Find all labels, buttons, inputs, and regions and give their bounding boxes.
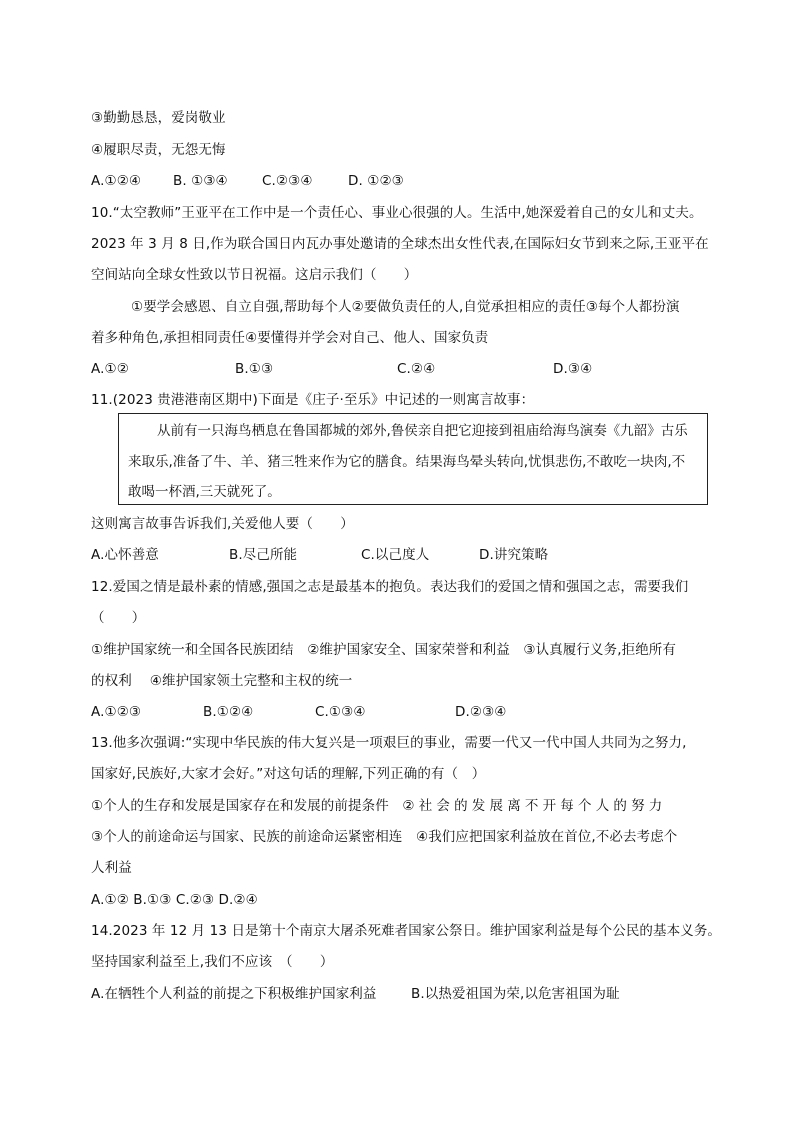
q12-option-b[interactable]: B.①②④: [203, 704, 254, 720]
q13-options[interactable]: A.①② B.①③ C.②③ D.②④: [91, 892, 258, 908]
q11-story-line-1: 从前有一只海鸟栖息在鲁国都城的郊外,鲁侯亲自把它迎接到祖庙给海鸟演奏《九韶》古乐: [157, 423, 688, 439]
q10-options: [91, 359, 592, 379]
q10-items-line-1: ①要学会感恩、自立自强,帮助每个人②要做负责任的人,自觉承担相应的责任③每个人都扮演: [131, 299, 680, 315]
q10-stem-line-2: 2023 年 3 月 8 日,作为联合国日内瓦办事处邀请的全球杰出女性代表,在国际妇女节到来之际,王亚平在: [91, 236, 709, 252]
q13-stem-line-1: 13.他多次强调:“实现中华民族的伟大复兴是一项艰巨的事业，需要一代又一代中国人共同为之努力,: [91, 735, 687, 751]
q11-option-c[interactable]: C.以己度人: [361, 547, 430, 563]
q10-items-line-2: 着多种角色,承担相同责任④要懂得并学会对自己、他人、国家负责: [91, 330, 489, 346]
q14-stem-line-1: 14.2023 年 12 月 13 日是第十个南京大屠杀死难者国家公祭日。维护国家利益是每个公民的基本义务。: [91, 923, 722, 939]
q13-stem-line-2: 国家好,民族好,大家才会好。”对这句话的理解,下列正确的有（ ）: [91, 766, 486, 782]
q11-option-d[interactable]: D.讲究策略: [479, 547, 549, 563]
q9-option-c[interactable]: C.②③④: [262, 173, 313, 189]
q14-stem-line-2: 坚持国家利益至上,我们不应该 （ ）: [91, 954, 334, 970]
q9-option-b[interactable]: B. ①③④: [173, 173, 228, 189]
q12-option-c[interactable]: C.①③④: [315, 704, 366, 720]
q9-item-4: ④履职尽责，无怨无悔: [91, 142, 226, 158]
q12-items-line-1: ①维护国家统一和全国各民族团结 ②维护国家安全、国家荣誉和利益 ③认真履行义务,拒绝所有: [91, 642, 676, 658]
q12-stem-line-2: （ ）: [91, 610, 146, 626]
q14-options: [91, 984, 620, 1004]
q9-option-a[interactable]: A.①②④: [91, 173, 142, 189]
q14-option-b[interactable]: B.以热爱祖国为荣,以危害祖国为耻: [411, 986, 620, 1002]
q11-options: [91, 545, 548, 565]
q11-option-a[interactable]: A.心怀善意: [91, 547, 159, 563]
q13-items-line-1: [91, 796, 667, 816]
q13-item-2: ②社会的发展离不开每个人的努力: [402, 798, 667, 814]
q11-story-line-2: 来取乐,准备了牛、羊、猪三牲来作为它的膳食。结果海鸟晕头转向,忧惧悲伤,不敢吃一块肉,不: [128, 454, 686, 470]
q10-option-b[interactable]: B.①③: [235, 361, 274, 377]
q11-stem: 11.(2023 贵港港南区期中)下面是《庄子·至乐》中记述的一则寓言故事：: [91, 392, 535, 408]
q12-items-line-2: 的权利 ④维护国家领土完整和主权的统一: [91, 673, 353, 689]
q11-option-b[interactable]: B.尽己所能: [229, 547, 298, 563]
q10-stem-line-1: 10.“太空教师”王亚平在工作中是一个责任心、事业心很强的人。生活中,她深爱着自己的女儿和丈夫。: [91, 205, 703, 221]
q10-stem-line-3: 空间站向全球女性致以节日祝福。这启示我们（ ）: [91, 267, 418, 283]
q12-option-a[interactable]: A.①②③: [91, 704, 142, 720]
q12-options: [91, 702, 507, 722]
q11-story-box: [118, 413, 708, 505]
q10-option-d[interactable]: D.③④: [553, 361, 593, 377]
q9-option-d[interactable]: D. ①②③: [348, 173, 404, 189]
q12-option-d[interactable]: D.②③④: [455, 704, 507, 720]
q13-item-1: ①个人的生存和发展是国家存在和发展的前提条件: [91, 798, 403, 814]
q9-options: [91, 171, 404, 191]
q11-question: 这则寓言故事告诉我们,关爱他人要（ ）: [91, 516, 354, 532]
q14-option-a[interactable]: A.在牺牲个人利益的前提之下积极维护国家利益: [91, 986, 377, 1002]
q13-items-line-2: ③个人的前途命运与国家、民族的前途命运紧密相连 ④我们应把国家利益放在首位,不必去考虑个: [91, 829, 678, 845]
q10-option-c[interactable]: C.②④: [397, 361, 436, 377]
q10-option-a[interactable]: A.①②: [91, 361, 129, 377]
q9-item-3: ③勤勤恳恳，爱岗敬业: [91, 110, 226, 126]
q12-stem-line-1: 12.爱国之情是最朴素的情感,强国之志是最基本的抱负。表达我们的爱国之情和强国之志，需要我们: [91, 579, 689, 595]
q11-story-line-3: 敢喝一杯酒,三天就死了。: [128, 484, 281, 500]
q13-items-line-3: 人利益: [91, 860, 132, 876]
